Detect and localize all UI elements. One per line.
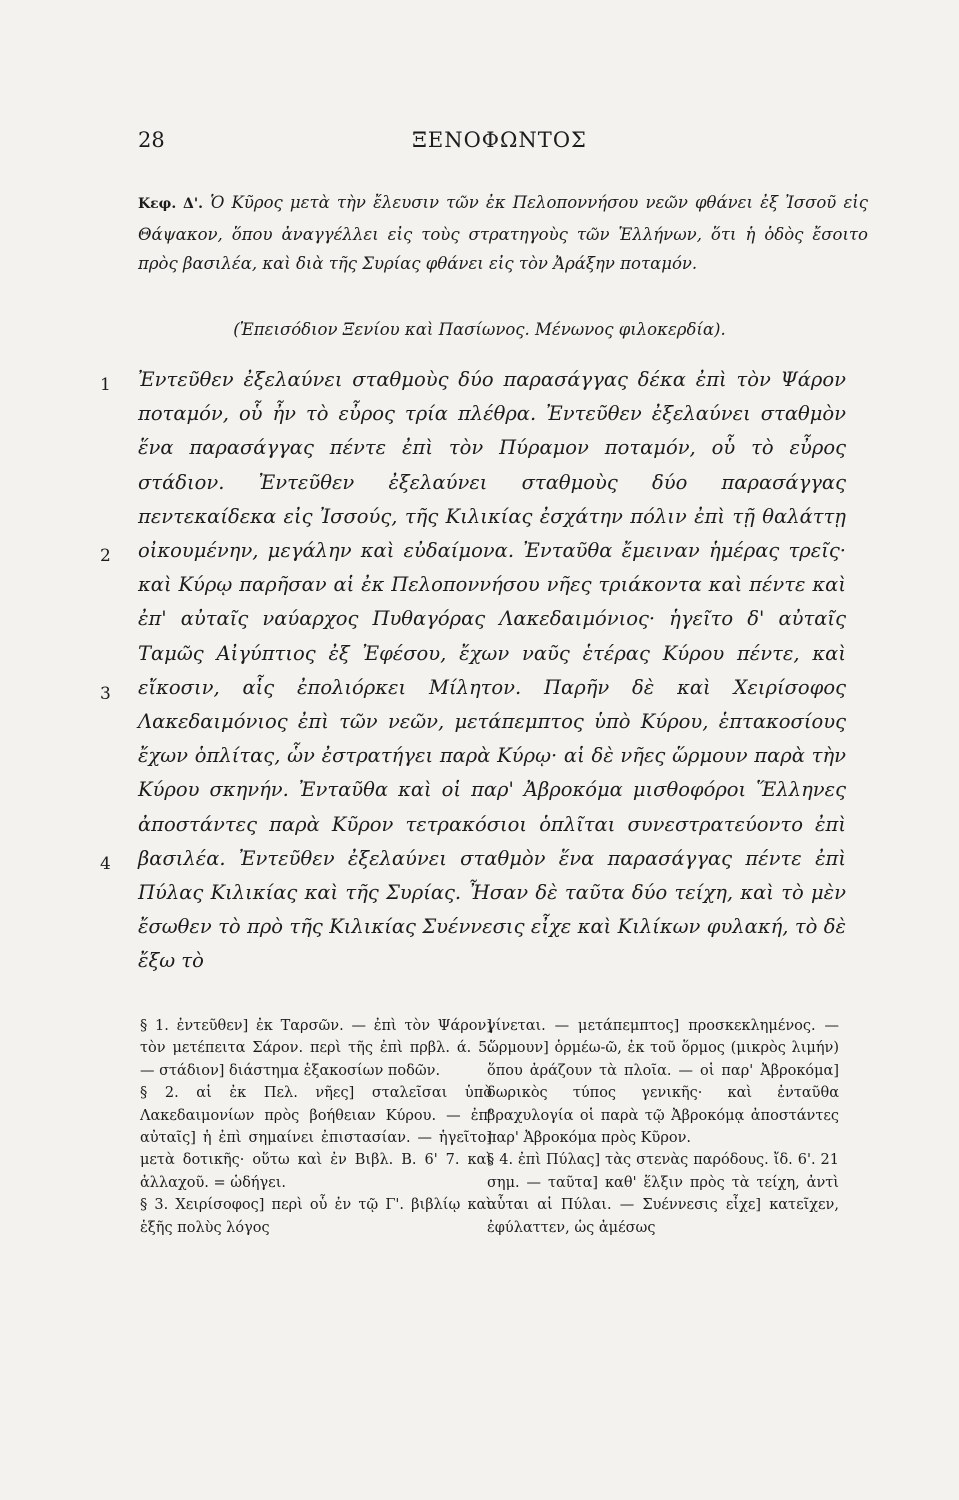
episode-line: (Ἐπεισόδιον Ξενίου καὶ Πασίωνος. Μένωνος φιλοκερδία). xyxy=(233,320,726,339)
summary-text: Ὁ Κῦρος μετὰ τὴν ἔλευσιν τῶν ἐκ Πελοποννήσου νεῶν φθάνει ἐξ Ἰσσοῦ εἰς Θάψακον, ὅπου ἀναγγέλλει εἰς τοὺς στρατηγοὺς τῶν Ἑλλήνων, ὅτι ἡ ὁδὸς ἔσοιτο πρὸς βασιλέα, καὶ διὰ τῆς Συρίας φθάνει εἰς τὸν Ἀράξην ποταμόν. xyxy=(138,193,869,273)
note-paragraph: § 1. ἐντεῦθεν] ἐκ Ταρσῶν. — ἐπὶ τὸν Ψάρον] τὸν μετέπειτα Σάρον. περὶ τῆς ἐπὶ πρβλ. ά. 5. — στάδιον] διάστημα ἑξακοσίων ποδῶν. xyxy=(140,1018,492,1079)
main-text: Ἐντεῦθεν ἐξελαύνει σταθμοὺς δύο παρασάγγας δέκα ἐπὶ τὸν Ψάρον ποταμόν, οὗ ἦν τὸ εὖρος τρία πλέθρα. Ἐντεῦθεν ἐξελαύνει σταθμὸν ἕνα παρασάγγας πέντε ἐπὶ τὸν Πύραμον ποταμόν, οὗ τὸ εὖρος στάδιον. Ἐντεῦθεν ἐξελαύνει σταθμοὺς δύο παρασάγγας πεντεκαίδεκα εἰς Ἰσσούς, τῆς Κιλικίας ἐσχάτην πόλιν ἐπὶ τῇ θαλάττῃ οἰκουμένην, μεγάλην καὶ εὐδαίμονα. Ἐνταῦθα ἔμειναν ἡμέρας τρεῖς· καὶ Κύρῳ παρῆσαν αἱ ἐκ Πελοποννήσου νῆες τριάκοντα καὶ πέντε καὶ ἐπ' αὐταῖς ναύαρχος Πυθαγόρας Λακεδαιμόνιος· ἡγεῖτο δ' αὐταῖς Ταμῶς Αἰγύπτιος ἐξ Ἐφέσου, ἔχων ναῦς ἑτέρας Κύρου πέντε, καὶ εἴκοσιν, αἷς ἐπολιόρκει Μίλητον. Παρῆν δὲ καὶ Χειρίσοφος Λακεδαιμόνιος ἐπὶ τῶν νεῶν, μετάπεμπτος ὑπὸ Κύρου, ἑπτακοσίους ἔχων ὁπλίτας, ὧν ἐστρατήγει παρὰ Κύρῳ· αἱ δὲ νῆες ὥρμουν παρὰ τὴν Κύρου σκηνήν. Ἐνταῦθα καὶ οἱ παρ' Ἀβροκόμα μισθοφόροι Ἕλληνες ἀποστάντες παρὰ Κῦρον τετρακόσιοι ὁπλῖται συνεστρατεύοντο ἐπὶ βασιλέα. Ἐντεῦθεν ἐξελαύνει σταθμὸν ἕνα παρασάγγας πέντε ἐπὶ Πύλας Κιλικίας καὶ τῆς Συρίας. Ἦσαν δὲ ταῦτα δύο τείχη, καὶ τὸ μὲν ἔσωθεν τὸ πρὸ τῆς Κιλικίας Συέννεσις εἶχε καὶ Κιλίκων φυλακή, τὸ δὲ ἔξω τὸ xyxy=(138,368,846,973)
margin-number: 2 xyxy=(100,546,111,566)
running-title: ΞΕΝΟΦΩΝΤΟΣ xyxy=(412,128,587,152)
margin-number: 4 xyxy=(100,854,111,874)
note-paragraph: § 3. Χειρίσοφος] περὶ οὗ ἐν τῷ Γ'. βιβλίῳ καὶ ἑξῆς πολὺς λόγος xyxy=(140,1197,492,1236)
margin-number: 1 xyxy=(100,375,111,395)
notes-right-column xyxy=(487,1015,839,1239)
margin-number: 3 xyxy=(100,684,111,704)
note-paragraph: γίνεται. — μετάπεμπτος] προσκεκλημένος. — ὥρμουν] ὁρμέω-ῶ, ἐκ τοῦ ὅρμος (μικρὸς λιμήν) ὅπου ἀράζουν τὰ πλοῖα. — οἱ παρ' Ἀβροκόμα] δωρικὸς τύπος γενικῆς· καὶ ἐνταῦθα βραχυλογία οἱ παρὰ τῷ Ἀβροκόμᾳ ἀποστάντες παρ' Ἀβροκόμα πρὸς Κῦρον. xyxy=(487,1018,839,1147)
chapter-summary xyxy=(138,188,868,279)
note-paragraph: § 2. αἱ ἐκ Πελ. νῆες] σταλεῖσαι ὑπὸ Λακεδαιμονίων πρὸς βοήθειαν Κύρου. — ἐπ' αὐταῖς] ἡ ἐπὶ σημαίνει ἐπιστασίαν. — ἡγεῖτο] μετὰ δοτικῆς· οὕτω καὶ ἐν Βιβλ. Β. 6' 7. καὶ ἀλλαχοῦ. = ὡδήγει. xyxy=(140,1085,492,1191)
note-paragraph: § 4. ἐπὶ Πύλας] τὰς στενὰς παρόδους. ἴδ. 6'. 21 σημ. — ταῦτα] καθ' ἕλξιν πρὸς τὰ τείχη, ἀντὶ αὗται αἱ Πύλαι. — Συέννεσις εἶχε] κατεῖχεν, ἐφύλαττεν, ὡς ἀμέσως xyxy=(487,1152,839,1236)
chapter-label: Κεφ. Δ'. xyxy=(138,196,204,212)
notes-left-column xyxy=(140,1015,492,1239)
page-number: 28 xyxy=(138,128,165,152)
